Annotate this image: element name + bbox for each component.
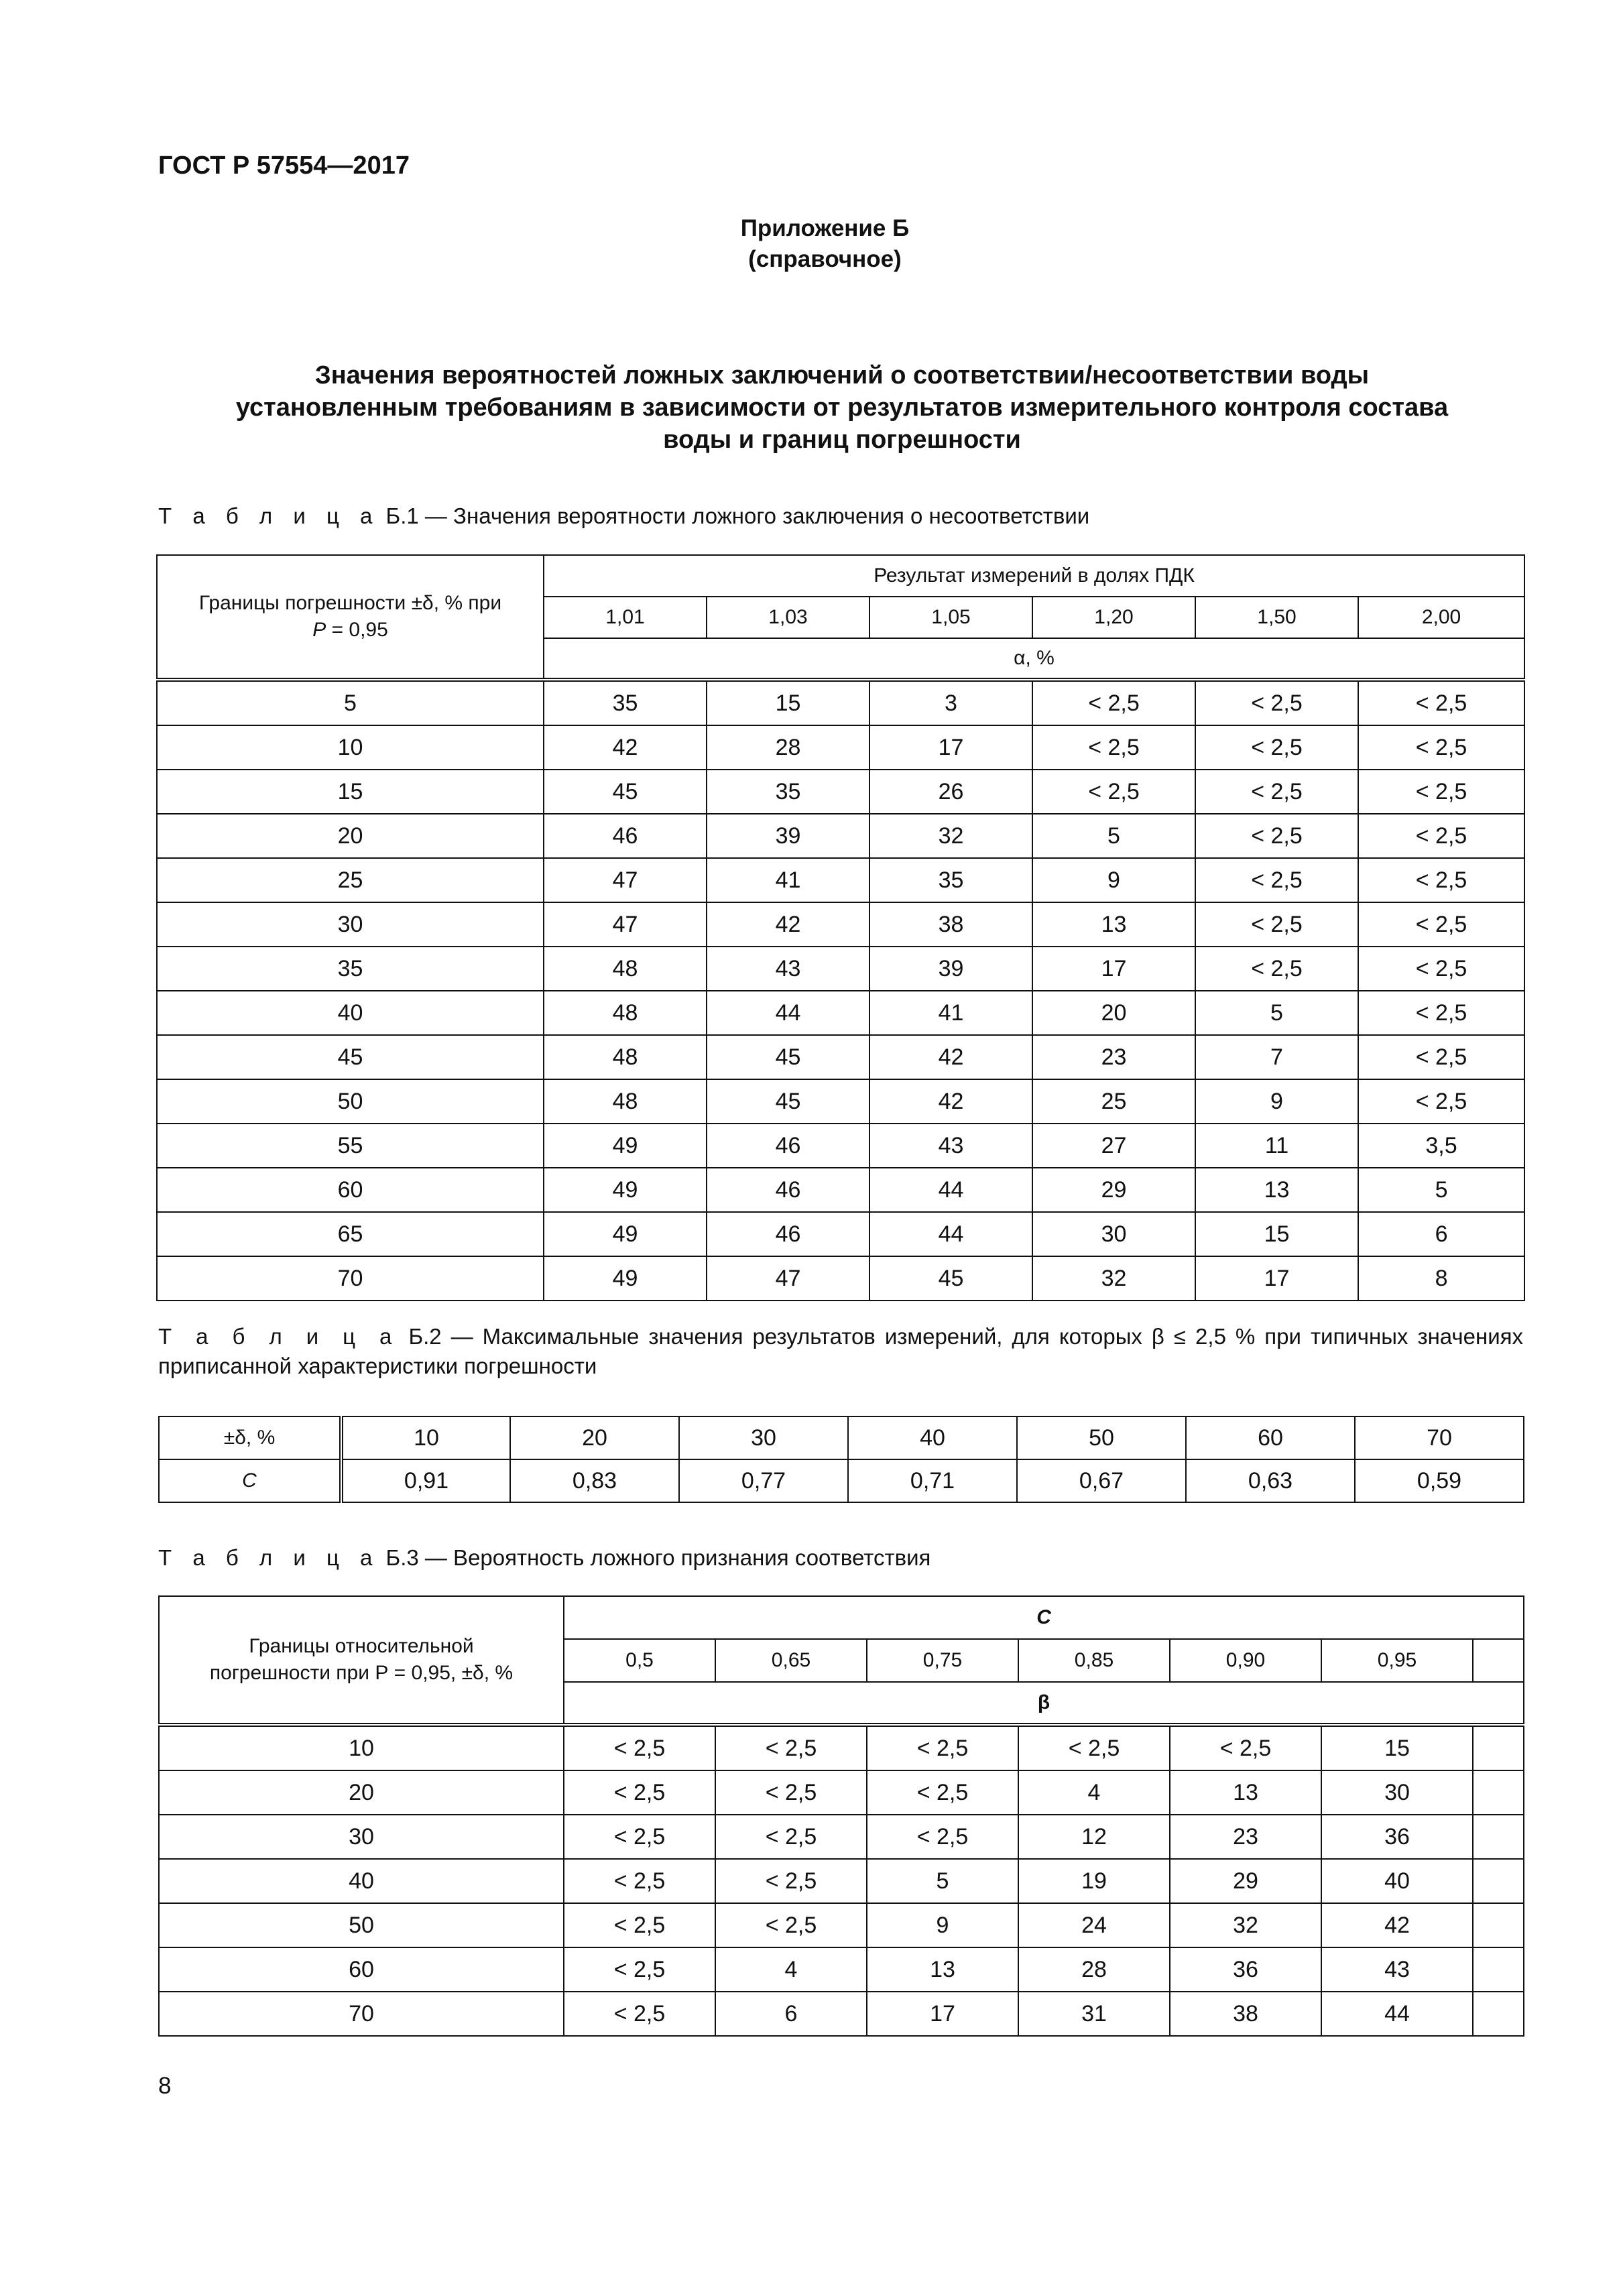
- table1-value-cell: < 2,5: [1032, 680, 1195, 725]
- table3-value-cell: 24: [1018, 1903, 1170, 1947]
- table1-value-cell: 35: [544, 680, 707, 725]
- table3-value-cell: 13: [867, 1947, 1018, 1992]
- table-row: [157, 680, 1524, 725]
- table3: [158, 1595, 1524, 2037]
- table1-row-header-line1: Границы погрешности ±δ, % при: [198, 592, 502, 614]
- table1-value-cell: 48: [544, 1035, 707, 1079]
- table-row: [157, 1212, 1524, 1256]
- table1-value-cell: 13: [1032, 902, 1195, 947]
- document-code: ГОСТ Р 57554—2017: [158, 152, 410, 180]
- table3-value-cell: 4: [1018, 1770, 1170, 1815]
- table3-value-cell: < 2,5: [564, 1903, 715, 1947]
- table-row: [157, 770, 1524, 814]
- table3-value-cell: < 2,5: [715, 1770, 867, 1815]
- table3-delta-cell: 50: [159, 1903, 564, 1947]
- table2-delta-value: 30: [679, 1416, 848, 1459]
- table1-value-cell: 17: [1032, 947, 1195, 991]
- table-row: [157, 991, 1524, 1035]
- table3-unit-header: β: [564, 1682, 1524, 1725]
- table1-column-header: 2,00: [1358, 597, 1524, 638]
- table1-delta-cell: 40: [157, 991, 544, 1035]
- table2-c-value: 0,71: [848, 1459, 1017, 1502]
- table-row: [157, 1168, 1524, 1212]
- table3-value-cell: 19: [1018, 1859, 1170, 1903]
- table-row: [157, 814, 1524, 858]
- table1-delta-cell: 65: [157, 1212, 544, 1256]
- table3-value-cell: 32: [1170, 1903, 1321, 1947]
- table3-value-cell: 12: [1018, 1815, 1170, 1859]
- table1-value-cell: 30: [1032, 1212, 1195, 1256]
- table2-c-value: 0,63: [1186, 1459, 1355, 1502]
- table2-c-label: C: [159, 1459, 341, 1502]
- table3-value-cell: 36: [1170, 1947, 1321, 1992]
- table3-value-cell: < 2,5: [1170, 1725, 1321, 1770]
- table1-caption: [158, 501, 1523, 531]
- table3-empty-cell: [1473, 1770, 1524, 1815]
- table3-value-cell: < 2,5: [564, 1859, 715, 1903]
- table1-column-header: 1,03: [707, 597, 869, 638]
- table-row: [157, 1035, 1524, 1079]
- table1-value-cell: 45: [544, 770, 707, 814]
- table1-value-cell: 45: [707, 1079, 869, 1124]
- table1-value-cell: 38: [869, 902, 1032, 947]
- main-title: [158, 359, 1526, 456]
- table3-value-cell: 15: [1321, 1725, 1473, 1770]
- table3-value-cell: 42: [1321, 1903, 1473, 1947]
- table1-value-cell: 44: [869, 1212, 1032, 1256]
- table-row: [159, 1992, 1524, 2036]
- table1: [156, 554, 1525, 1301]
- table3-delta-cell: 30: [159, 1815, 564, 1859]
- table3-value-cell: 28: [1018, 1947, 1170, 1992]
- table1-group-header: Результат измерений в долях ПДК: [544, 555, 1524, 597]
- table3-column-header: 0,85: [1018, 1639, 1170, 1682]
- table1-value-cell: 32: [1032, 1256, 1195, 1301]
- table1-value-cell: 28: [707, 725, 869, 770]
- main-title-line: воды и границ погрешности: [663, 426, 1021, 454]
- table1-body: [157, 680, 1524, 1301]
- table1-delta-cell: 35: [157, 947, 544, 991]
- table3-column-header: 0,5: [564, 1639, 715, 1682]
- table1-value-cell: 39: [707, 814, 869, 858]
- table1-value-cell: 11: [1195, 1124, 1358, 1168]
- table1-value-cell: 48: [544, 991, 707, 1035]
- table3-value-cell: < 2,5: [867, 1725, 1018, 1770]
- table2-c-value: 0,91: [341, 1459, 510, 1502]
- table1-caption-label: Т а б л и ц а: [158, 503, 380, 528]
- table2-c-value: 0,77: [679, 1459, 848, 1502]
- appendix-title: Приложение Б: [740, 215, 910, 241]
- table1-caption-text: Б.1 — Значения вероятности ложного заключения о несоответствии: [385, 503, 1090, 528]
- table1-value-cell: < 2,5: [1195, 902, 1358, 947]
- table3-body: [159, 1725, 1524, 2036]
- table3-empty-cell: [1473, 1725, 1524, 1770]
- table3-value-cell: 44: [1321, 1992, 1473, 2036]
- table3-value-cell: 4: [715, 1947, 867, 1992]
- table1-value-cell: 5: [1195, 991, 1358, 1035]
- table3-value-cell: 17: [867, 1992, 1018, 2036]
- table3-column-header: 0,75: [867, 1639, 1018, 1682]
- table2-c-value: 0,67: [1017, 1459, 1186, 1502]
- table1-delta-cell: 15: [157, 770, 544, 814]
- table1-value-cell: 27: [1032, 1124, 1195, 1168]
- table1-value-cell: 47: [544, 858, 707, 902]
- table3-delta-cell: 20: [159, 1770, 564, 1815]
- table3-delta-cell: 40: [159, 1859, 564, 1903]
- table1-value-cell: 49: [544, 1256, 707, 1301]
- table3-value-cell: < 2,5: [564, 1947, 715, 1992]
- table3-row-header-line2: погрешности при Р = 0,95, ±δ, %: [209, 1662, 514, 1684]
- table1-value-cell: 15: [1195, 1212, 1358, 1256]
- table1-value-cell: 8: [1358, 1256, 1524, 1301]
- table3-column-header: 0,65: [715, 1639, 867, 1682]
- table3-value-cell: 29: [1170, 1859, 1321, 1903]
- table3-caption-label: Т а б л и ц а: [158, 1545, 380, 1570]
- table1-delta-cell: 70: [157, 1256, 544, 1301]
- table3-value-cell: < 2,5: [715, 1815, 867, 1859]
- table3-empty-cell: [1473, 1947, 1524, 1992]
- table1-value-cell: 48: [544, 1079, 707, 1124]
- table1-value-cell: 41: [869, 991, 1032, 1035]
- table1-delta-cell: 20: [157, 814, 544, 858]
- table1-row-header: [157, 555, 544, 680]
- table3-value-cell: < 2,5: [564, 1725, 715, 1770]
- table1-value-cell: 43: [869, 1124, 1032, 1168]
- table-row: [157, 902, 1524, 947]
- table1-value-cell: 49: [544, 1212, 707, 1256]
- table3-value-cell: < 2,5: [715, 1903, 867, 1947]
- table-row: [157, 858, 1524, 902]
- table1-row-header-line2: = 0,95: [326, 619, 388, 641]
- table1-value-cell: < 2,5: [1195, 680, 1358, 725]
- table-row: [159, 1770, 1524, 1815]
- table3-value-cell: < 2,5: [715, 1725, 867, 1770]
- table1-value-cell: 44: [707, 991, 869, 1035]
- table2-delta-row: [159, 1416, 1524, 1459]
- page-number: 8: [158, 2073, 172, 2099]
- table1-value-cell: 49: [544, 1168, 707, 1212]
- table1-column-header: 1,01: [544, 597, 707, 638]
- table1-value-cell: 42: [544, 725, 707, 770]
- table1-value-cell: 42: [869, 1079, 1032, 1124]
- table1-value-cell: 49: [544, 1124, 707, 1168]
- table2-delta-value: 60: [1186, 1416, 1355, 1459]
- table3-empty-cell: [1473, 1992, 1524, 2036]
- table3-value-cell: 38: [1170, 1992, 1321, 2036]
- table1-value-cell: 47: [544, 902, 707, 947]
- table3-empty-cell: [1473, 1815, 1524, 1859]
- table2-c-row: [159, 1459, 1524, 1502]
- table3-empty-cell: [1473, 1903, 1524, 1947]
- table1-column-header: 1,50: [1195, 597, 1358, 638]
- table1-value-cell: 23: [1032, 1035, 1195, 1079]
- table3-delta-cell: 60: [159, 1947, 564, 1992]
- table1-value-cell: < 2,5: [1358, 725, 1524, 770]
- table2-c-value: 0,59: [1355, 1459, 1524, 1502]
- table1-value-cell: 25: [1032, 1079, 1195, 1124]
- table-row: [157, 725, 1524, 770]
- table-row: [159, 1815, 1524, 1859]
- table1-value-cell: 46: [544, 814, 707, 858]
- table1-value-cell: < 2,5: [1358, 947, 1524, 991]
- table2-caption: [158, 1322, 1523, 1381]
- table1-p-symbol: P: [312, 619, 326, 641]
- table1-value-cell: 5: [1358, 1168, 1524, 1212]
- table1-delta-cell: 55: [157, 1124, 544, 1168]
- table1-value-cell: < 2,5: [1358, 858, 1524, 902]
- table1-value-cell: < 2,5: [1358, 902, 1524, 947]
- table-row: [157, 1256, 1524, 1301]
- table1-value-cell: 3,5: [1358, 1124, 1524, 1168]
- table1-value-cell: < 2,5: [1358, 1079, 1524, 1124]
- table1-value-cell: 17: [869, 725, 1032, 770]
- table1-value-cell: 6: [1358, 1212, 1524, 1256]
- table3-row-header: [159, 1596, 564, 1725]
- table1-value-cell: 7: [1195, 1035, 1358, 1079]
- table-row: [157, 1079, 1524, 1124]
- table3-group-header: C: [564, 1596, 1524, 1639]
- table1-value-cell: 45: [707, 1035, 869, 1079]
- appendix-heading: [0, 213, 1623, 275]
- table1-value-cell: 35: [869, 858, 1032, 902]
- table3-value-cell: 5: [867, 1859, 1018, 1903]
- table1-value-cell: 46: [707, 1212, 869, 1256]
- table2-delta-value: 10: [341, 1416, 510, 1459]
- table3-empty-cell: [1473, 1859, 1524, 1903]
- table1-delta-cell: 50: [157, 1079, 544, 1124]
- table1-value-cell: 47: [707, 1256, 869, 1301]
- table3-caption-text: Б.3 — Вероятность ложного признания соответствия: [385, 1545, 931, 1570]
- table2-caption-label: Т а б л и ц а: [158, 1324, 400, 1349]
- table1-value-cell: 26: [869, 770, 1032, 814]
- table-row: [159, 1947, 1524, 1992]
- table1-value-cell: 13: [1195, 1168, 1358, 1212]
- table1-value-cell: 44: [869, 1168, 1032, 1212]
- appendix-subtitle: (справочное): [748, 246, 902, 272]
- table1-value-cell: < 2,5: [1358, 770, 1524, 814]
- table1-delta-cell: 5: [157, 680, 544, 725]
- table1-value-cell: 3: [869, 680, 1032, 725]
- table3-column-header: 0,90: [1170, 1639, 1321, 1682]
- main-title-line: Значения вероятностей ложных заключений о соответствии/несоответствии воды: [314, 361, 1370, 389]
- table2-delta-value: 40: [848, 1416, 1017, 1459]
- table3-column-header: 0,95: [1321, 1639, 1473, 1682]
- table2-delta-value: 20: [510, 1416, 679, 1459]
- table-row: [159, 1859, 1524, 1903]
- table1-value-cell: 46: [707, 1168, 869, 1212]
- table1-value-cell: 32: [869, 814, 1032, 858]
- table1-value-cell: 35: [707, 770, 869, 814]
- table2-delta-label: ±δ, %: [159, 1416, 341, 1459]
- table3-value-cell: 13: [1170, 1770, 1321, 1815]
- table1-unit-header: α, %: [544, 638, 1524, 680]
- table1-delta-cell: 45: [157, 1035, 544, 1079]
- table3-delta-cell: 70: [159, 1992, 564, 2036]
- table1-delta-cell: 30: [157, 902, 544, 947]
- table3-value-cell: 30: [1321, 1770, 1473, 1815]
- table3-empty-cell: [1473, 1639, 1524, 1682]
- table2-c-value: 0,83: [510, 1459, 679, 1502]
- table2: [158, 1416, 1524, 1503]
- table1-value-cell: 39: [869, 947, 1032, 991]
- table1-value-cell: < 2,5: [1358, 991, 1524, 1035]
- table-row: [157, 1124, 1524, 1168]
- table1-value-cell: < 2,5: [1195, 947, 1358, 991]
- table1-value-cell: < 2,5: [1195, 814, 1358, 858]
- table3-value-cell: 40: [1321, 1859, 1473, 1903]
- table1-column-header: 1,20: [1032, 597, 1195, 638]
- table1-value-cell: 43: [707, 947, 869, 991]
- table-row: [159, 1725, 1524, 1770]
- table1-value-cell: < 2,5: [1032, 770, 1195, 814]
- table3-value-cell: < 2,5: [867, 1815, 1018, 1859]
- table3-value-cell: < 2,5: [564, 1992, 715, 2036]
- table-row: [157, 947, 1524, 991]
- table1-value-cell: 41: [707, 858, 869, 902]
- table1-value-cell: 9: [1032, 858, 1195, 902]
- table1-delta-cell: 25: [157, 858, 544, 902]
- table1-delta-cell: 10: [157, 725, 544, 770]
- table1-value-cell: < 2,5: [1358, 680, 1524, 725]
- table2-delta-value: 50: [1017, 1416, 1186, 1459]
- table3-delta-cell: 10: [159, 1725, 564, 1770]
- table3-value-cell: < 2,5: [1018, 1725, 1170, 1770]
- table1-value-cell: < 2,5: [1195, 858, 1358, 902]
- table1-value-cell: 42: [707, 902, 869, 947]
- table3-value-cell: 9: [867, 1903, 1018, 1947]
- table1-value-cell: < 2,5: [1358, 1035, 1524, 1079]
- table1-value-cell: 45: [869, 1256, 1032, 1301]
- table1-value-cell: 20: [1032, 991, 1195, 1035]
- table2-caption-text: Б.2 — Максимальные значения результатов измерений, для которых β ≤ 2,5 % при типичных значениях приписанной характеристики погрешности: [158, 1324, 1523, 1378]
- table-row: [159, 1903, 1524, 1947]
- table1-value-cell: 48: [544, 947, 707, 991]
- main-title-line: установленным требованиям в зависимости от результатов измерительного контроля состава: [235, 394, 1449, 422]
- table1-value-cell: < 2,5: [1032, 725, 1195, 770]
- table1-value-cell: 42: [869, 1035, 1032, 1079]
- table3-value-cell: 43: [1321, 1947, 1473, 1992]
- table3-caption: [158, 1543, 1523, 1573]
- table3-value-cell: < 2,5: [715, 1859, 867, 1903]
- table1-column-header: 1,05: [869, 597, 1032, 638]
- table1-value-cell: < 2,5: [1195, 770, 1358, 814]
- table1-value-cell: 46: [707, 1124, 869, 1168]
- table1-value-cell: < 2,5: [1195, 725, 1358, 770]
- table1-value-cell: 9: [1195, 1079, 1358, 1124]
- table3-value-cell: 6: [715, 1992, 867, 2036]
- table1-delta-cell: 60: [157, 1168, 544, 1212]
- table1-value-cell: 15: [707, 680, 869, 725]
- table1-value-cell: 17: [1195, 1256, 1358, 1301]
- table2-delta-value: 70: [1355, 1416, 1524, 1459]
- table3-value-cell: < 2,5: [867, 1770, 1018, 1815]
- table1-value-cell: 5: [1032, 814, 1195, 858]
- table1-value-cell: 29: [1032, 1168, 1195, 1212]
- table3-value-cell: 36: [1321, 1815, 1473, 1859]
- table1-value-cell: < 2,5: [1358, 814, 1524, 858]
- table3-value-cell: 23: [1170, 1815, 1321, 1859]
- table3-value-cell: < 2,5: [564, 1770, 715, 1815]
- table3-row-header-line1: Границы относительной: [249, 1635, 474, 1657]
- table3-value-cell: < 2,5: [564, 1815, 715, 1859]
- table3-value-cell: 31: [1018, 1992, 1170, 2036]
